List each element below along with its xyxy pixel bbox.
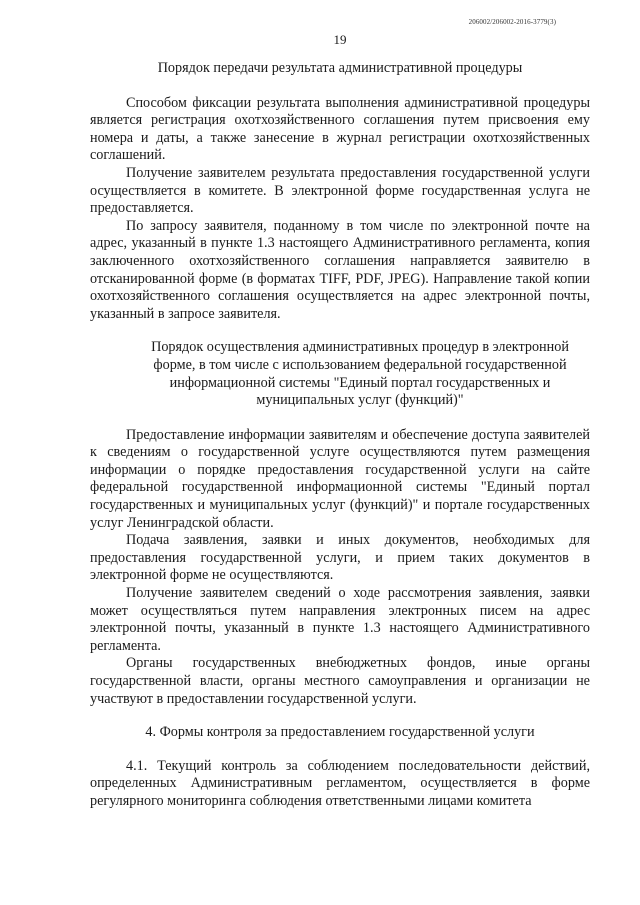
paragraph: Предоставление информации заявителям и обеспечение доступа заявителей к сведениям о государственной услуге осуществляются путем размещения информации о порядке предоставления государственной услуги на сайте федеральной государственной информационной системы "Единый портал государственных и муниципальных услуг (функций)" и портале государственных услуг Ленинградской области. <box>90 426 590 531</box>
section-heading-control-forms: 4. Формы контроля за предоставлением государственной услуги <box>145 724 535 741</box>
paragraph: По запросу заявителя, поданному в том числе по электронной почте на адрес, указанный в пункте 1.3 настоящего Административного регламента, копия заключенного охотхозяйственного соглашения направляется заявителю в отсканированной форме (в форматах TIFF, PDF, JPEG). Направление такой копии охотхозяйственного соглашения осуществляется на адрес электронной почты, указанный в запросе заявителя. <box>90 217 590 322</box>
paragraph: Способом фиксации результата выполнения административной процедуры является регистрация охотхозяйственного соглашения путем присвоения ему номера и даты, а также занесение в журнал регистрации охотхозяйственных соглашений. <box>90 94 590 164</box>
document-code: 206002/206002-2016-3779(3) <box>468 18 556 26</box>
section-heading-electronic-procedures: Порядок осуществления административных процедур в электронной форме, в том числе с использованием федеральной государственной информационной системы "Единый портал государственных и муниципальных услуг (функций)" <box>151 339 569 409</box>
paragraph: Получение заявителем сведений о ходе рассмотрения заявления, заявки может осуществляться путем направления электронных писем на адрес электронной почты, указанный в пункте 1.3 настоящего Административного регламента. <box>90 585 590 654</box>
paragraph: Органы государственных внебюджетных фондов, иные органы государственной власти, органы местного самоуправления и организации не участвуют в предоставлении государственной услуги. <box>90 655 590 707</box>
paragraph: 4.1. Текущий контроль за соблюдением последовательности действий, определенных Административным регламентом, осуществляется в форме регулярного мониторинга соблюдения ответственными лицами комитета <box>90 757 590 809</box>
paragraph: Получение заявителем результата предоставления государственной услуги осуществляется в комитете. В электронной форме государственная услуга не предоставляется. <box>90 164 590 217</box>
paragraph: Подача заявления, заявки и иных документов, необходимых для предоставления государственной услуги, и прием таких документов в электронной форме не осуществляются. <box>90 532 590 584</box>
document-body <box>90 60 590 811</box>
section-heading-result-transfer: Порядок передачи результата административной процедуры <box>157 60 523 76</box>
page-number: 19 <box>333 32 347 47</box>
